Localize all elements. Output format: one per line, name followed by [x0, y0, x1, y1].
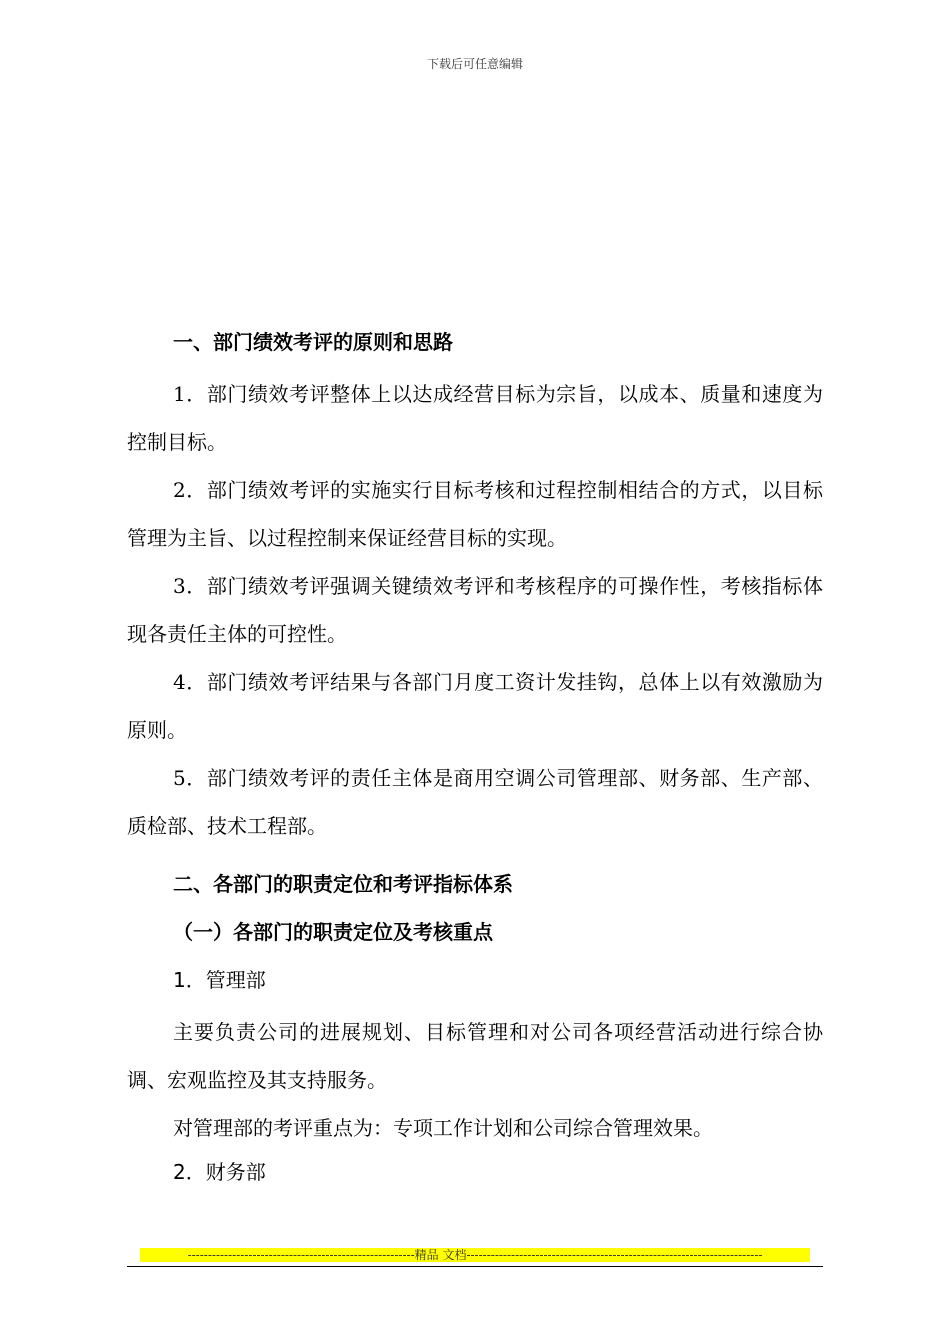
footer-rule	[127, 1266, 823, 1267]
header-note: 下载后可任意编辑	[426, 57, 523, 71]
item-title-management: 1．管理部	[173, 968, 266, 992]
section-1-title: 一、部门绩效考评的原则和思路	[173, 330, 453, 354]
paragraph: 主要负责公司的进展规划、目标管理和对公司各项经营活动进行综合协调、宏观监控及其支持服务。	[127, 1020, 823, 1092]
item-title-finance: 2．财务部	[173, 1160, 266, 1184]
paragraph: 4．部门绩效考评结果与各部门月度工资计发挂钩，总体上以有效激励为原则。	[127, 670, 823, 742]
footer-banner: --------------------------------------------------------精品 文档-------------------------------------------------------------------------	[140, 1248, 810, 1262]
section-2-title: 二、各部门的职责定位和考评指标体系	[173, 872, 513, 896]
paragraph: 2．部门绩效考评的实施实行目标考核和过程控制相结合的方式，以目标管理为主旨、以过程控制来保证经营目标的实现。	[127, 478, 823, 550]
paragraph: 3．部门绩效考评强调关键绩效考评和考核程序的可操作性，考核指标体现各责任主体的可控性。	[127, 574, 823, 646]
document-body	[127, 322, 823, 1192]
paragraph: 5．部门绩效考评的责任主体是商用空调公司管理部、财务部、生产部、质检部、技术工程部。	[127, 766, 823, 838]
subsection-title: （一）各部门的职责定位及考核重点	[173, 920, 493, 944]
paragraph: 1．部门绩效考评整体上以达成经营目标为宗旨，以成本、质量和速度为控制目标。	[127, 382, 823, 454]
paragraph: 对管理部的考评重点为：专项工作计划和公司综合管理效果。	[173, 1116, 713, 1140]
